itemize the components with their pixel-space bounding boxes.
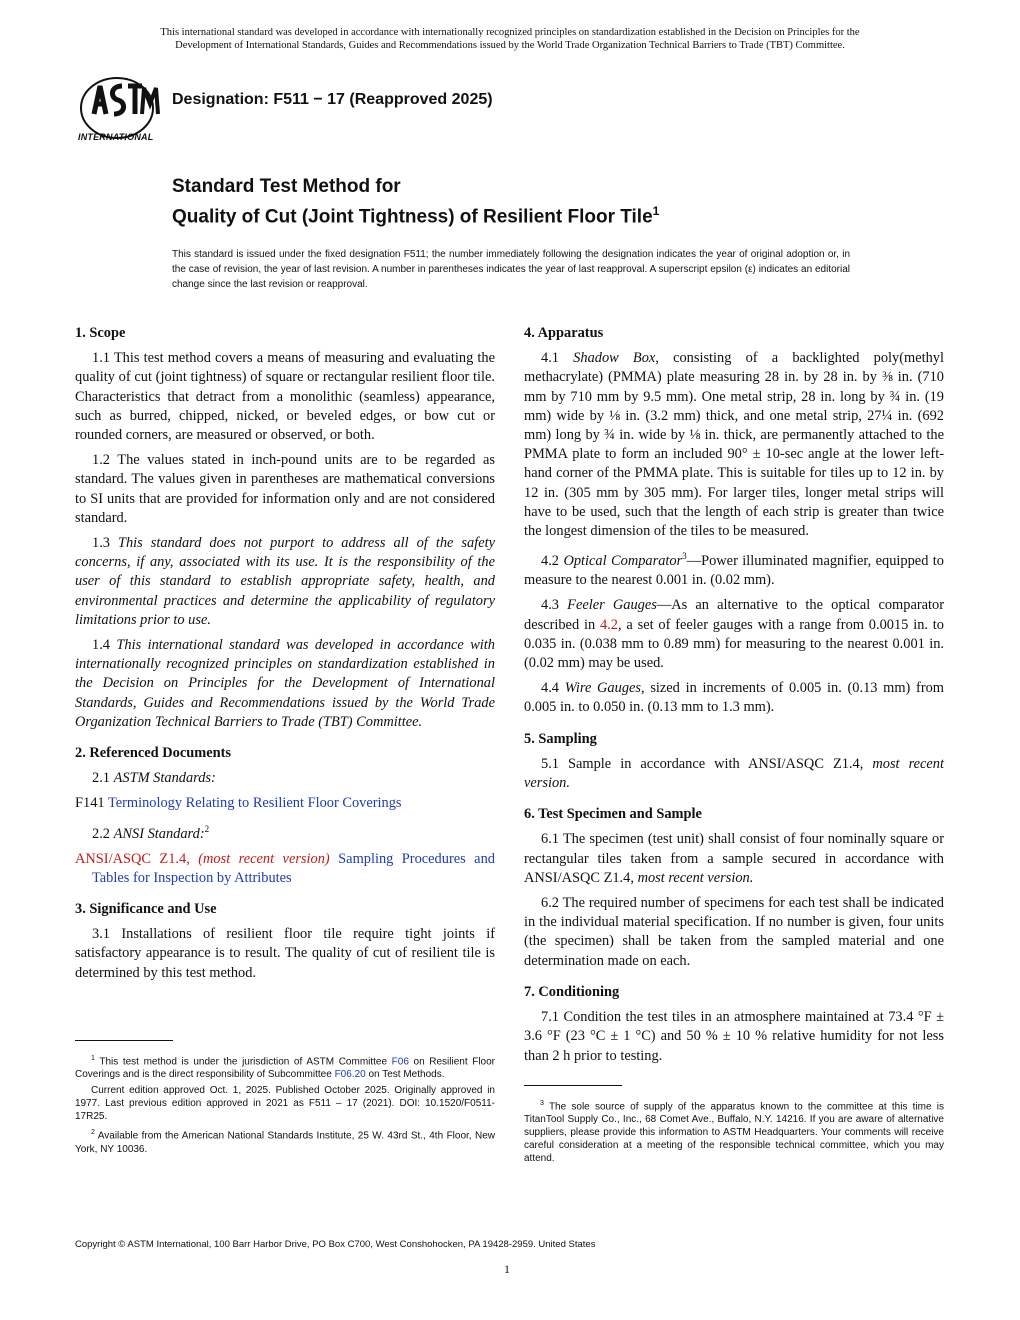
para-1-2: 1.2 The values stated in inch-pound units are to be regarded as standard. The values given in parentheses are mathematical conversions to SI units that are provided for information only and are not considered standard.	[75, 452, 495, 526]
para-4-2: 4.2 Optical Comparator$^3$—Power illuminated magnifier, equipped to measure to the nearest 0.001 in. (0.02 mm).	[524, 551, 945, 589]
para-7-1: 7.1 Condition the test tiles in an atmosphere maintained at 73.4 °F ± 3.6 °F (23 °C ± 1 °C) and 50 % ± 10 % relative humidity for not less than 2 h prior to testing.	[524, 1009, 944, 1064]
section-heading-specimen: 6. Test Specimen and Sample	[524, 806, 702, 823]
footnotes-right	[524, 1097, 944, 1168]
xref-4-2-link[interactable]: 4.2	[599, 616, 618, 633]
section-heading-conditioning: 7. Conditioning	[524, 983, 620, 1000]
para-5-1: 5.1 Sample in accordance with ANSI/ASQC Z1.4, most recent version.	[524, 755, 944, 792]
document-title	[172, 175, 659, 229]
ref-f141-link[interactable]: Terminology Relating to Resilient Floor Coverings	[107, 795, 402, 812]
ref-ansi-link[interactable]: Sampling Procedures and Tables for Inspection by Attributes	[92, 850, 495, 886]
footnotes-left	[75, 1052, 495, 1159]
para-2-2: 2.2 ANSI Standard:$^2$	[92, 823, 210, 842]
section-heading-sampling: 5. Sampling	[524, 730, 597, 747]
section-heading-apparatus: 4. Apparatus	[524, 325, 604, 341]
title-line1: Standard Test Method for	[172, 176, 401, 197]
fn-f0620-link[interactable]: F06.20	[334, 1069, 366, 1081]
ref-ansi	[75, 850, 495, 888]
para-1-1: 1.1 This test method covers a means of measuring and evaluating the quality of cut (joint tightness) of square or rectangular resilient floor tile. Characteristics that detract from a monolithic (seamless) appearance, such as burred, chipped, nicked, or beveled edges, or bow cut or rounded corners, are measured or observed, or both.	[75, 350, 495, 444]
section-heading-referenced: 2. Referenced Documents	[75, 745, 231, 762]
top-notice-line2: Development of International Standards, Guides and Recommendations issued by the World Trade Organization Technical Barriers to Trade (TBT) Committee.	[175, 40, 845, 51]
para-2-1: 2.1 ASTM Standards:	[92, 770, 216, 787]
para-4-3: 4.3 Feeler Gauges—As an alternative to the optical comparator described in 4.2, a set of feeler gauges with a range from 0.0015 in. to 0.035 in. (0.038 mm to 0.89 mm) for measuring to the nearest 0.001 in. (0.02 mm) may be used.	[524, 597, 944, 672]
section-heading-significance: 3. Significance and Use	[75, 901, 217, 918]
footnote-rule-left	[75, 1040, 173, 1041]
footnote-1: $^1$ This test method is under the jurisdiction of ASTM Committee F06 on Resilient Floor Coverings and is the direct responsibility of Subcommittee F06.20 on Test Methods.	[75, 1055, 495, 1081]
copyright: Copyright © ASTM International, 100 Barr Harbor Drive, PO Box C700, West Conshohocken, PA 19428-2959. United States	[75, 1239, 596, 1250]
abstract: This standard is issued under the fixed designation F511; the number immediately following the designation indicates the year of original adoption or, in the case of revision, the year of last revision. A number in parentheses indicates the year of last reapproval. A superscript epsilon (ε) indicates an editorial change since the last revision or reapproval.	[172, 249, 850, 290]
title-footnote-mark: 1	[652, 204, 660, 218]
footnote-2: $^2$ Available from the American National Standards Institute, 25 W. 43rd St., 4th Floor, New York, NY 10036.	[75, 1129, 495, 1155]
para-4-1: 4.1 Shadow Box, consisting of a backlighted poly(methyl methacrylate) (PMMA) plate measuring 28 in. by 28 in. by ⅜ in. (710 mm by 710 mm by 9.5 mm). One metal strip, 28 in. long by ¾ in. (19 mm) wide by ⅛ in. (3.2 mm) thick, and one metal strip, 27¼ in. (692 mm) long by ¾ in. wide by ⅛ in. thick, are permanently attached to the PMMA plate to form an included 90° ± 10-sec angle at the lower left-hand corner of the PMMA plate. This is suitable for tiles up to 12 in. by 12 in. (305 mm by 305 mm). For larger tiles, longer metal strips will have to be used, such that the length of each strip is greater than twice the longest dimension of the tiles to be measured.	[524, 350, 944, 540]
ref-f141: F141 Terminology Relating to Resilient Floor Coverings	[75, 795, 402, 812]
para-1-3: 1.3 This standard does not purport to address all of the safety concerns, if any, associated with its use. It is the responsibility of the user of this standard to establish appropriate safety, health, and environmental practices and determine the applicability of regulatory limitations prior to use.	[75, 535, 495, 628]
title-line2: Quality of Cut (Joint Tightness) of Resilient Floor Tile$^1$	[172, 204, 660, 228]
footnote-rule-right	[524, 1085, 622, 1086]
designation: Designation: F511 − 17 (Reapproved 2025)	[172, 91, 493, 108]
ref-ansi-note: (most recent version)	[198, 850, 330, 867]
para-6-1: 6.1 The specimen (test unit) shall consist of four nominally square or rectangular tiles taken from a sample secured in accordance with ANSI/ASQC Z1.4, most recent version.	[524, 831, 944, 886]
para-4-4: 4.4 Wire Gauges, sized in increments of 0.005 in. (0.13 mm) from 0.005 in. to 0.050 in. (0.13 mm to 1.3 mm).	[524, 680, 945, 716]
footnote-3: $^3$ The sole source of supply of the apparatus known to the committee at this time is TitanTool Supply Co., Inc., 68 Comet Ave., Buffalo, N.Y. 14216. If you are aware of alternative suppliers, please provide this information to ASTM Headquarters. Your comments will receive careful consideration at a meeting of the responsible technical committee, which you may attend.	[524, 1100, 945, 1165]
para-3-1: 3.1 Installations of resilient floor tile require tight joints if satisfactory appearance is to result. The quality of cut of resilient tile is determined by this test method.	[75, 926, 495, 981]
left-column	[75, 324, 495, 989]
para-1-4: 1.4 This international standard was developed in accordance with internationally recognized principles on standardization established in the Decision on Principles for the Development of International Standards, Guides and Recommendations issued by the World Trade Organization Technical Barriers to Trade (TBT) Committee.	[75, 637, 495, 730]
section-heading-scope: 1. Scope	[75, 325, 126, 341]
page-number: 1	[504, 1262, 510, 1276]
fn-f06-link[interactable]: F06	[391, 1056, 409, 1068]
footnote-1-edition: Current edition approved Oct. 1, 2025. Published October 2025. Originally approved in 1977. Last previous edition approved in 2021 as F511 – 17 (2021). DOI: 10.1520/F0511-17R25.	[75, 1085, 495, 1123]
top-notice-line1: This international standard was developed in accordance with internationally recognized principles on standardization established in the Decision on Principles for the	[160, 27, 860, 38]
ref-ansi-code[interactable]: ANSI/ASQC Z1.4,	[75, 850, 190, 867]
para-6-2: 6.2 The required number of specimens for each test shall be indicated in the individual material specification. If no number is given, four units (the specimen) shall be taken from the sampled material and one determination made on each.	[524, 895, 944, 969]
logo-text: INTERNATIONAL	[78, 132, 154, 142]
top-notice	[60, 26, 960, 52]
right-column	[524, 324, 944, 1072]
